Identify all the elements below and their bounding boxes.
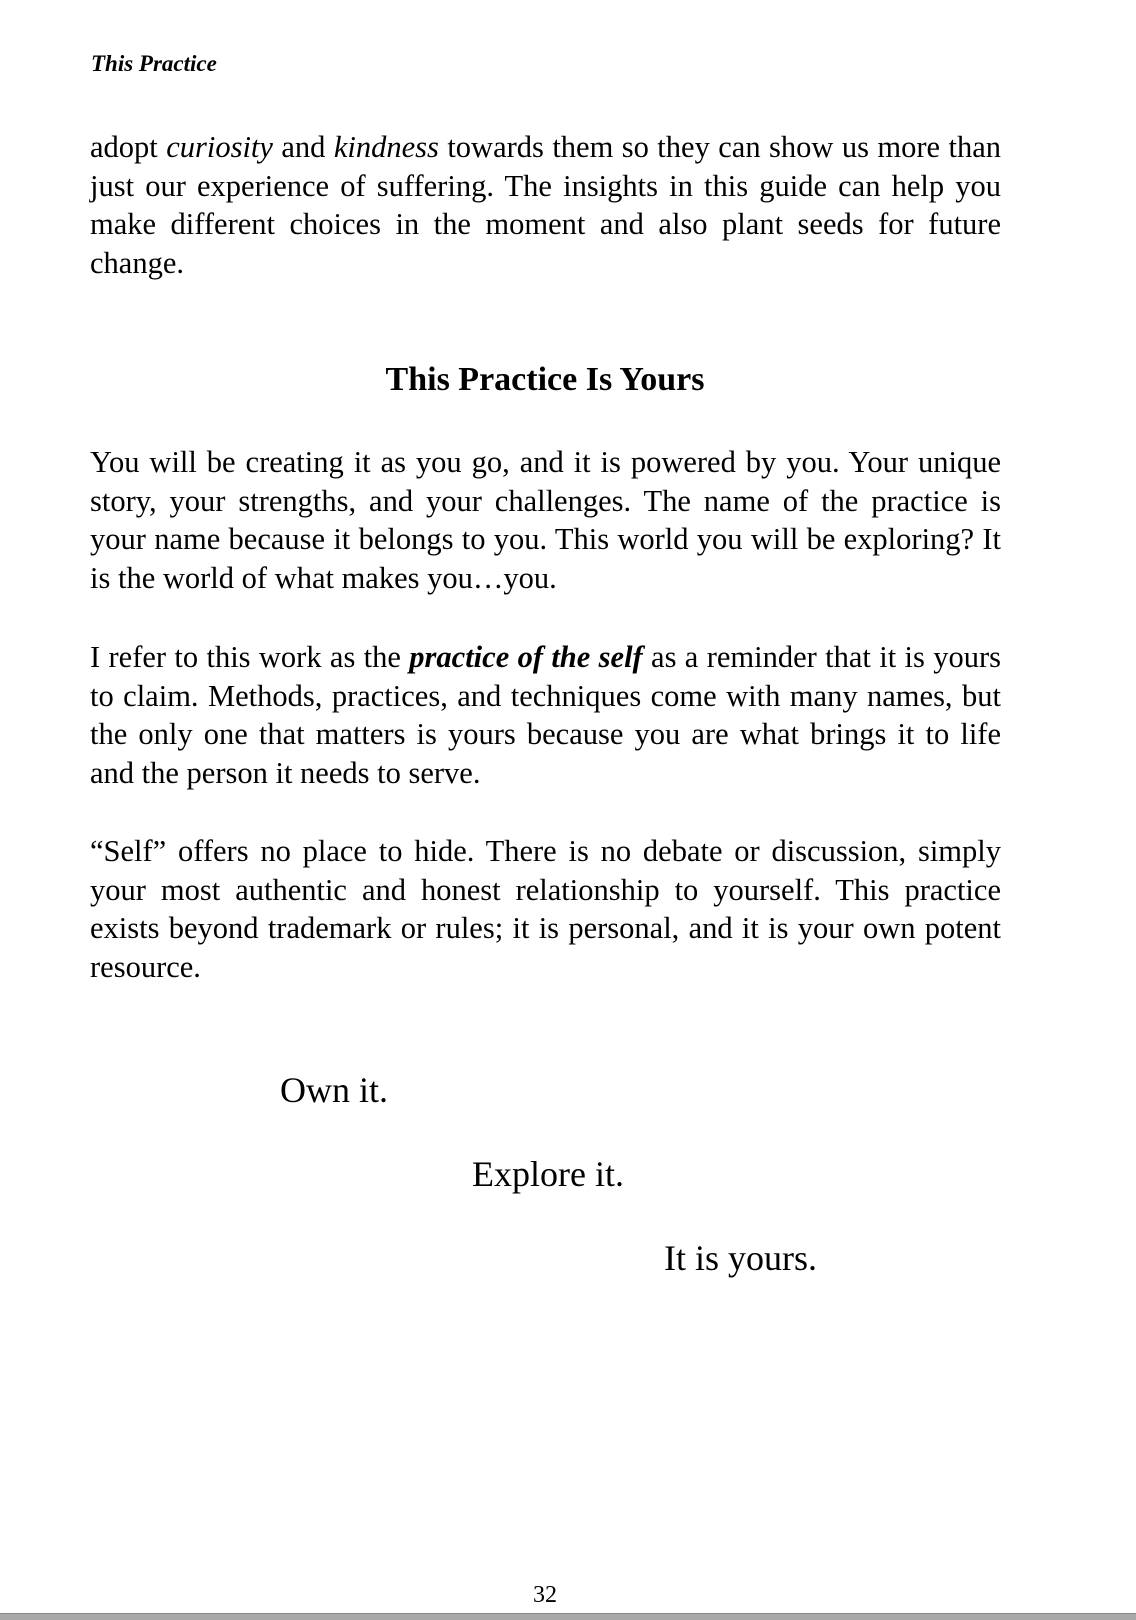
section-heading: This Practice Is Yours — [385, 361, 705, 398]
closing-line-own-it: Own it. — [280, 1070, 388, 1110]
intro-paragraph — [90, 128, 1001, 282]
paragraph-2-text-1: I refer to this work as the — [90, 640, 410, 674]
body-paragraph-3: “Self” offers no place to hide. There is no debate or discussion, simply your most authentic and honest relationship to yourself. This practice exists beyond trademark or rules; it is personal, and it is your own potent resource. — [90, 834, 1001, 984]
emphasis-kindness: kindness — [333, 130, 439, 164]
intro-text-1: adopt — [90, 130, 167, 164]
page-number: 32 — [533, 1582, 557, 1608]
emphasis-curiosity: curiosity — [166, 130, 273, 164]
paragraph-2-text-2: as a reminder that it is yours to claim. Methods, practices, and techniques come with many names, but the only one that matters is yours because you are what brings it to life and the person it needs to serve. — [90, 640, 1001, 790]
body-paragraph-2 — [90, 638, 1001, 792]
emphasis-practice-of-the-self: practice of the self — [409, 640, 643, 674]
running-header: This Practice — [91, 51, 217, 76]
closing-line-explore-it: Explore it. — [472, 1154, 624, 1194]
viewer-bottom-edge — [0, 1613, 1136, 1620]
closing-line-it-is-yours: It is yours. — [664, 1238, 817, 1278]
intro-text-2: and — [272, 130, 334, 164]
intro-text-3: towards them so they can show us more than just our experience of suffering. The insights in this guide can help you make different choices in the moment and also plant seeds for future change. — [90, 130, 1001, 280]
body-paragraph-1: You will be creating it as you go, and it is powered by you. Your unique story, your strengths, and your challenges. The name of the practice is your name because it belongs to you. This world you will be exploring? It is the world of what makes you…you. — [90, 445, 1001, 595]
